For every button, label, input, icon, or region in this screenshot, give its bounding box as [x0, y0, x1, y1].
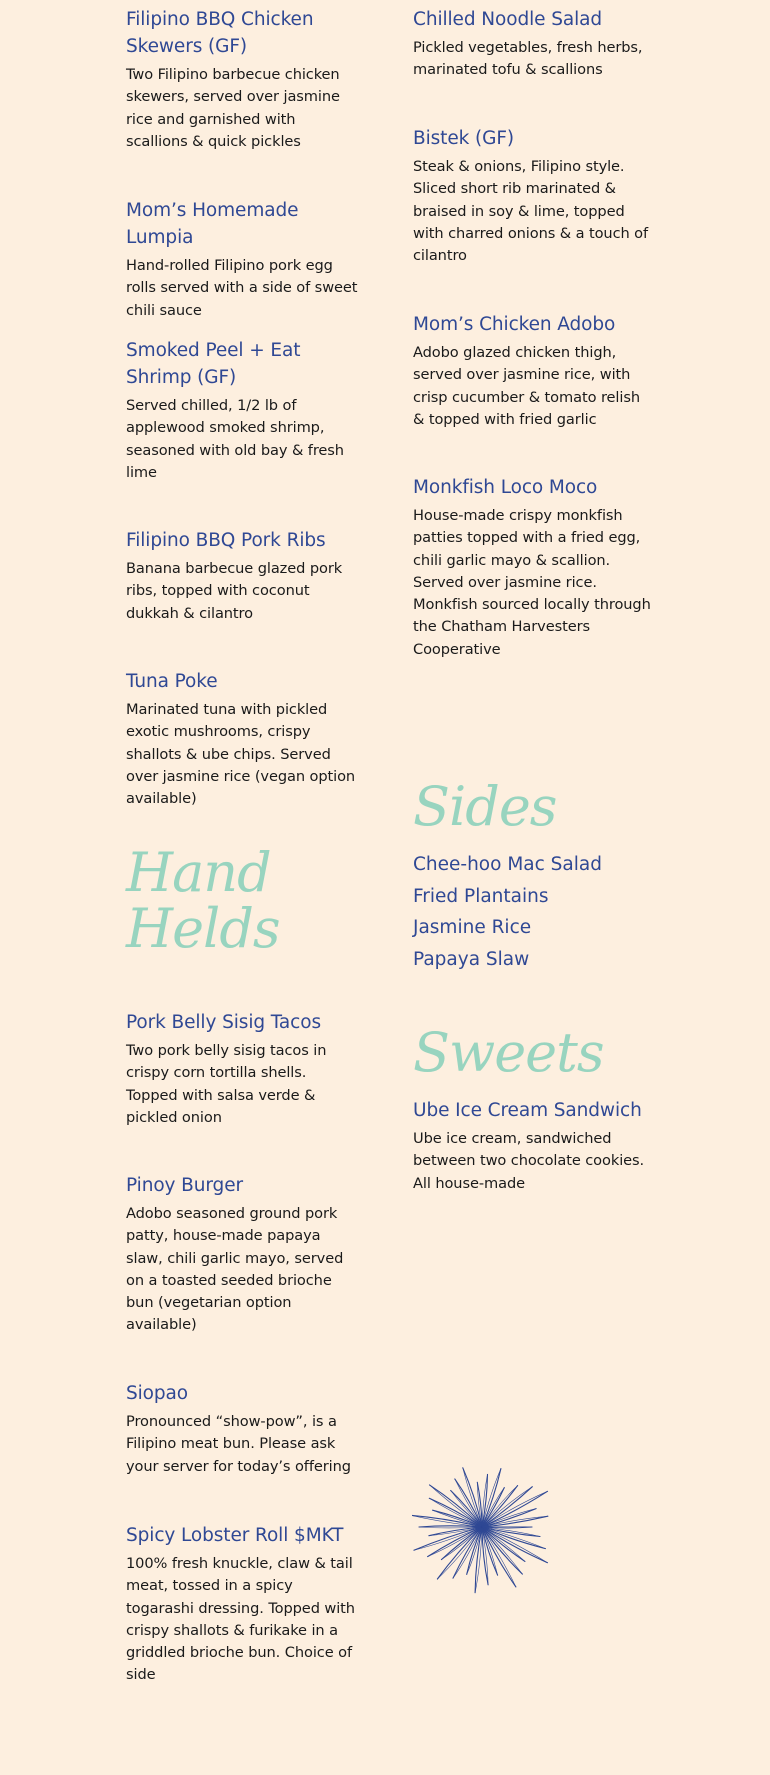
- menu-item-name: Pinoy Burger: [126, 1175, 243, 1196]
- menu-item: [126, 527, 361, 625]
- menu-item-name: Monkfish Loco Moco: [413, 477, 598, 498]
- menu-item: [126, 1380, 361, 1478]
- menu-item-description: Banana barbecue glazed pork ribs, topped with coconut dukkah & cilantro: [126, 560, 343, 622]
- menu-item: [126, 1172, 361, 1337]
- side-item: Chee-hoo Mac Salad: [413, 854, 602, 875]
- menu-item-description: Marinated tuna with pickled exotic mushrooms, crispy shallots & ube chips. Served over jasmine rice (vegan option available): [126, 701, 356, 808]
- sides-heading: Sides: [413, 775, 557, 838]
- menu-item-name: Smoked Peel + Eat Shrimp (GF): [126, 340, 301, 388]
- side-item: Jasmine Rice: [413, 917, 532, 938]
- menu-item: [126, 6, 361, 153]
- menu-item-description: Pickled vegetables, fresh herbs, marinated tofu & scallions: [413, 39, 643, 79]
- menu-item: [413, 125, 653, 267]
- menu-item: [413, 474, 653, 661]
- palm-leaf-icon: [412, 1445, 582, 1595]
- menu-item-name: Filipino BBQ Pork Ribs: [126, 530, 326, 551]
- sweets-heading: Sweets: [413, 1021, 604, 1084]
- menu-item: [126, 668, 361, 810]
- menu-item-name: Chilled Noodle Salad: [413, 9, 602, 30]
- menu-item-name: Filipino BBQ Chicken Skewers (GF): [126, 9, 314, 57]
- menu-item: [126, 337, 361, 484]
- menu-item: [126, 1009, 361, 1129]
- menu-item-name: Tuna Poke: [126, 671, 218, 692]
- menu-item-description: Pronounced “show-pow”, is a Filipino meat bun. Please ask your server for today’s offering: [126, 1413, 351, 1475]
- menu-item-description: Hand-rolled Filipino pork egg rolls served with a side of sweet chili sauce: [126, 257, 358, 319]
- menu-item: [413, 311, 653, 431]
- menu-item-name: Pork Belly Sisig Tacos: [126, 1012, 321, 1033]
- menu-item-description: Two Filipino barbecue chicken skewers, served over jasmine rice and garnished with scallions & quick pickles: [126, 66, 340, 150]
- menu-item-name: Spicy Lobster Roll $MKT: [126, 1525, 344, 1546]
- menu-item-description: Steak & onions, Filipino style. Sliced short rib marinated & braised in soy & lime, topped with charred onions & a touch of cilantro: [413, 158, 649, 265]
- menu-item: [126, 1522, 361, 1687]
- menu-item-description: Adobo seasoned ground pork patty, house-made papaya slaw, chili garlic mayo, served on a toasted seeded brioche bun (vegetarian option available): [126, 1205, 344, 1334]
- menu-item: [126, 197, 361, 322]
- handhelds-heading: Hand Helds: [126, 841, 280, 960]
- menu-item-description: Two pork belly sisig tacos in crispy corn tortilla shells. Topped with salsa verde & pickled onion: [126, 1042, 327, 1126]
- menu-item-name: Mom’s Chicken Adobo: [413, 314, 616, 335]
- menu-item-name: Siopao: [126, 1383, 189, 1404]
- menu-item-description: 100% fresh knuckle, claw & tail meat, tossed in a spicy togarashi dressing. Topped with crispy shallots & furikake in a griddled brioche bun. Choice of side: [126, 1555, 355, 1684]
- menu-item-name: Ube Ice Cream Sandwich: [413, 1100, 642, 1121]
- side-item: Fried Plantains: [413, 886, 549, 907]
- menu-item-name: Bistek (GF): [413, 128, 515, 149]
- menu-item-description: Adobo glazed chicken thigh, served over jasmine rice, with crisp cucumber & tomato relish & topped with fried garlic: [413, 344, 640, 428]
- side-item: Papaya Slaw: [413, 949, 530, 970]
- menu-item-name: Mom’s Homemade Lumpia: [126, 200, 299, 248]
- menu-item-description: Ube ice cream, sandwiched between two chocolate cookies. All house-made: [413, 1130, 645, 1192]
- menu-item-description: Served chilled, 1/2 lb of applewood smoked shrimp, seasoned with old bay & fresh lime: [126, 397, 344, 481]
- menu-item: [413, 6, 653, 82]
- menu-item: [413, 1097, 653, 1195]
- menu-item-description: House-made crispy monkfish patties topped with a fried egg, chili garlic mayo & scallion. Served over jasmine rice. Monkfish sourced locally through the Chatham Harvesters Cooperative: [413, 507, 651, 658]
